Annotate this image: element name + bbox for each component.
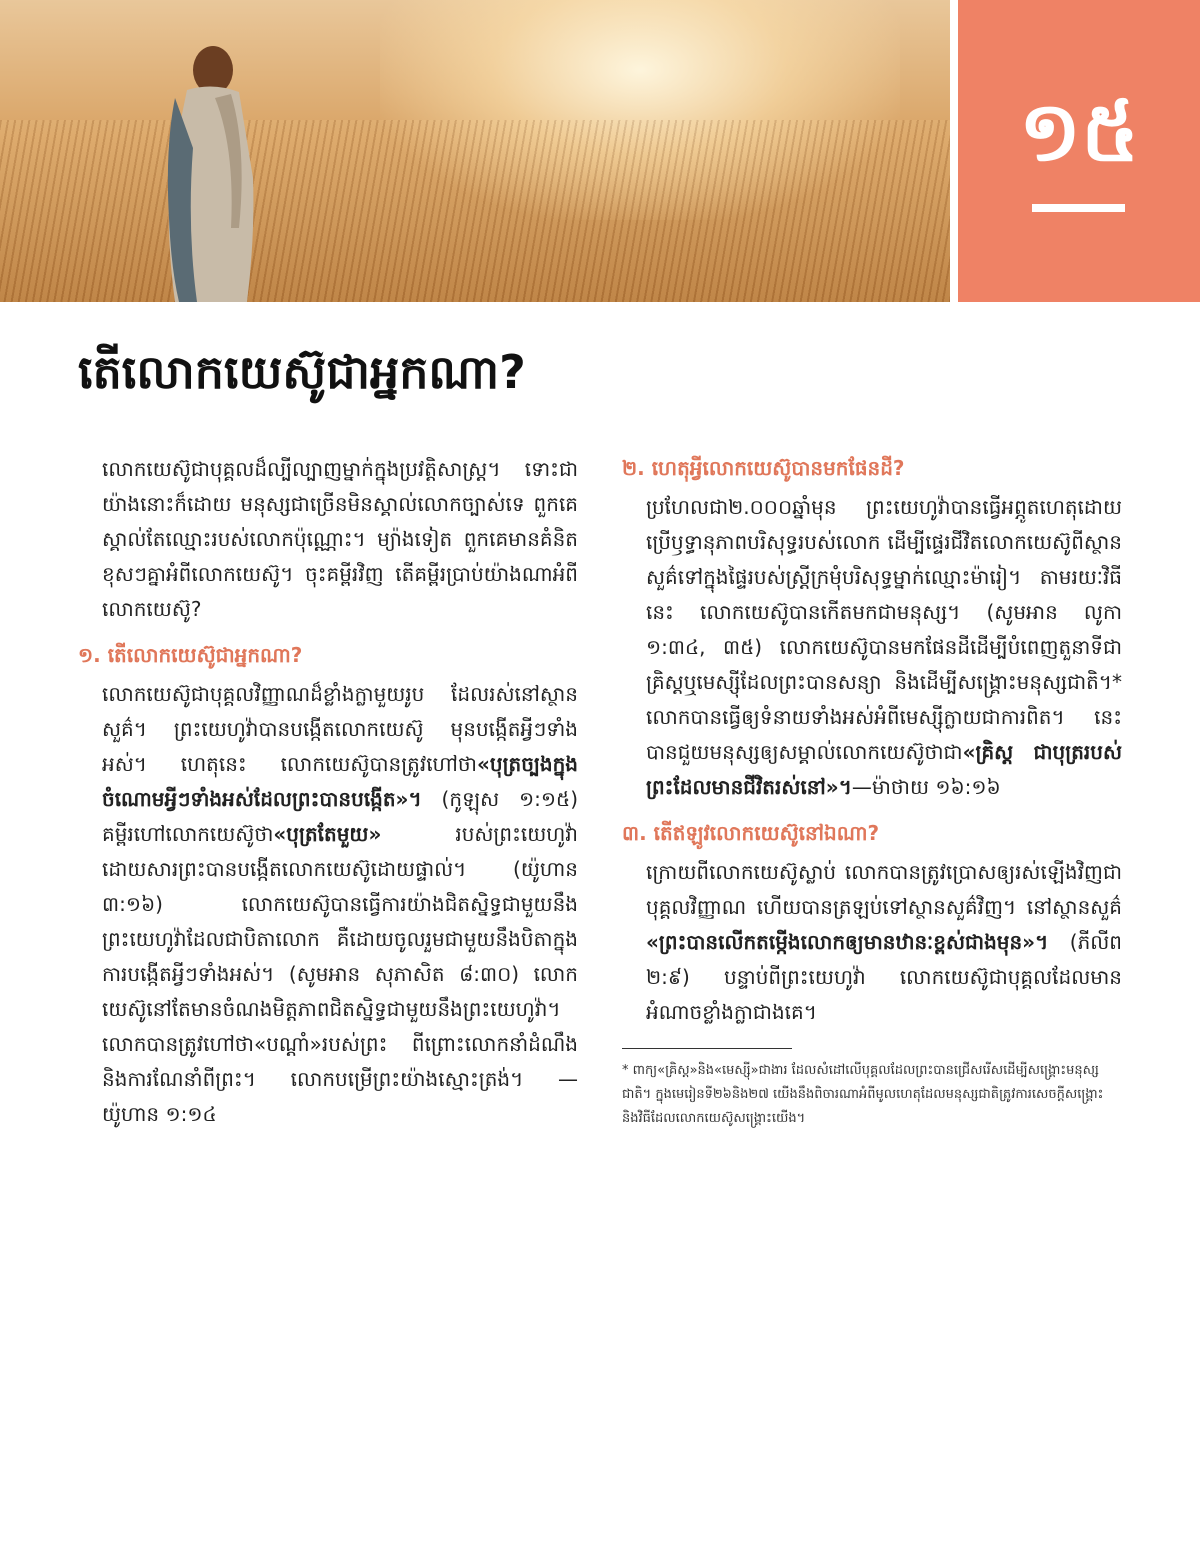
section-1-text-b: (កូឡុស ១:១៥) គម្ពីរហៅលោកយេស៊ូថា	[102, 787, 578, 846]
left-column	[78, 452, 578, 1132]
section-3-paragraph	[622, 855, 1122, 1030]
footnote-divider	[622, 1048, 792, 1049]
section-3-text-a: ក្រោយពីលោកយេស៊ូស្លាប់ លោកបានត្រូវប្រោសឲ្យរស់ឡើងវិញជាបុគ្គលវិញ្ញាណ ហើយបានត្រឡប់ទៅស្ថានសួគ៌វិញ។ នៅស្ថានសួគ៌	[646, 860, 1122, 919]
section-2-paragraph	[622, 490, 1122, 805]
section-1-heading: ១. តើលោកយេស៊ូជាអ្នកណា?	[78, 643, 303, 667]
page-title: តើលោកយេស៊ូជាអ្នកណា?	[78, 345, 526, 399]
section-2-text-a: ប្រហែលជា២.០០០ឆ្នាំមុន ព្រះយេហូវ៉ាបានធ្វើអព្ភូតហេតុដោយប្រើឫទ្ធានុភាពបរិសុទ្ធរបស់លោក ដើម្បីផ្ទេរជីវិតលោកយេស៊ូពីស្ថានសួគ៌ទៅក្នុងផ្ទៃរបស់ស្ត្រីក្រមុំបរិសុទ្ធម្នាក់ឈ្មោះម៉ារៀ។ តាមរយៈវិធីនេះ លោកយេស៊ូបានកើតមកជាមនុស្ស។ (សូមអាន លូកា ១:៣៤, ៣៥) លោកយេស៊ូបានមកផែនដីដើម្បីបំពេញតួនាទីជាគ្រិស្តឬមេស្ស៊ីដែលព្រះបានសន្យា និងដើម្បីសង្គ្រោះមនុស្សជាតិ។* លោកបានធ្វើឲ្យទំនាយទាំងអស់អំពីមេស្ស៊ីក្លាយជាការពិត។ នេះបានជួយមនុស្សឲ្យសម្គាល់លោកយេស៊ូថាជា	[646, 495, 1122, 764]
section-1-paragraph	[78, 677, 578, 1132]
section-3-bold-a: «ព្រះបានលើកតម្កើងលោកឲ្យមានឋានៈខ្ពស់ជាងមុន»។	[646, 930, 1049, 954]
intro-paragraph: លោកយេស៊ូជាបុគ្គលដ៏ល្បីល្បាញម្នាក់ក្នុងប្រវត្តិសាស្ត្រ។ ទោះជាយ៉ាងនោះក៏ដោយ មនុស្សជាច្រើនមិនស្គាល់លោកច្បាស់ទេ ពួកគេស្គាល់តែឈ្មោះរបស់លោកប៉ុណ្ណោះ។ ម្យ៉ាងទៀត ពួកគេមានគំនិតខុសៗគ្នាអំពីលោកយេស៊ូ។ ចុះគម្ពីរវិញ តើគម្ពីរប្រាប់យ៉ាងណាអំពីលោកយេស៊ូ?	[102, 457, 578, 621]
hero-photo	[0, 0, 950, 302]
chapter-number: ១៥	[1018, 85, 1140, 180]
section-2-bold-a: «គ្រិស្ត ជាបុត្ររបស់ព្រះដែលមានជីវិតរស់នៅ»។	[646, 740, 1122, 799]
section-3-text-b: (ភីលីព ២:៩) បន្ទាប់ពីព្រះយេហូវ៉ា លោកយេស៊ូជាបុគ្គលដែលមានអំណាចខ្លាំងក្លាជាងគេ។	[646, 930, 1122, 1024]
section-1-text-a: លោកយេស៊ូជាបុគ្គលវិញ្ញាណដ៏ខ្លាំងក្លាមួយរូប ដែលរស់នៅស្ថានសួគ៌។ ព្រះយេហូវ៉ាបានបង្កើតលោកយេស៊ូ មុនបង្កើតអ្វីៗទាំងអស់។ ហេតុនេះ លោកយេស៊ូបានត្រូវហៅថា	[102, 682, 578, 776]
section-3-heading: ៣. តើឥឡូវលោកយេស៊ូនៅឯណា?	[622, 821, 880, 845]
section-2-text-b: —ម៉ាថាយ ១៦:១៦	[851, 775, 1001, 799]
section-2-heading: ២. ហេតុអ្វីលោកយេស៊ូបានមកផែនដី?	[622, 456, 905, 480]
walking-man-figure	[135, 28, 285, 302]
footnote: * ពាក្យ«គ្រិស្ត»និង«មេស្ស៊ី»ជាងារ ដែលសំដៅលើបុគ្គលដែលព្រះបានជ្រើសរើសដើម្បីសង្គ្រោះមនុស្សជាតិ។ ក្នុងមេរៀនទី២៦និង២៧ យើងនឹងពិចារណាអំពីមូលហេតុដែលមនុស្សជាតិត្រូវការសេចក្ដីសង្គ្រោះ និងវិធីដែលលោកយេស៊ូសង្គ្រោះយើង។	[622, 1063, 1104, 1126]
chapter-badge	[958, 0, 1200, 302]
chapter-underline	[1032, 204, 1125, 212]
right-column	[622, 452, 1122, 1131]
section-1-text-c: របស់ព្រះយេហូវ៉ា ដោយសារព្រះបានបង្កើតលោកយេស៊ូដោយផ្ទាល់។ (យ៉ូហាន ៣:១៦) លោកយេស៊ូបានធ្វើការយ៉ាងជិតស្និទ្ធជាមួយនឹងព្រះយេហូវ៉ាដែលជាបិតាលោក គឺដោយចូលរួមជាមួយនឹងបិតាក្នុងការបង្កើតអ្វីៗទាំងអស់។ (សូមអាន សុភាសិត ៨:៣០) លោកយេស៊ូនៅតែមានចំណងមិត្តភាពជិតស្និទ្ធជាមួយនឹងព្រះយេហូវ៉ា។ លោកបានត្រូវហៅថា«បណ្ដាំ»របស់ព្រះ ពីព្រោះលោកនាំដំណឹងនិងការណែនាំពីព្រះ។ លោកបម្រើព្រះយ៉ាងស្មោះត្រង់។ —យ៉ូហាន ១:១៤	[102, 822, 578, 1126]
section-1-bold-b: «បុត្រតែមួយ»	[273, 822, 382, 846]
section-1-bold-a: «បុត្រច្បងក្នុងចំណោមអ្វីៗទាំងអស់ដែលព្រះបានបង្កើត»។	[102, 752, 578, 811]
